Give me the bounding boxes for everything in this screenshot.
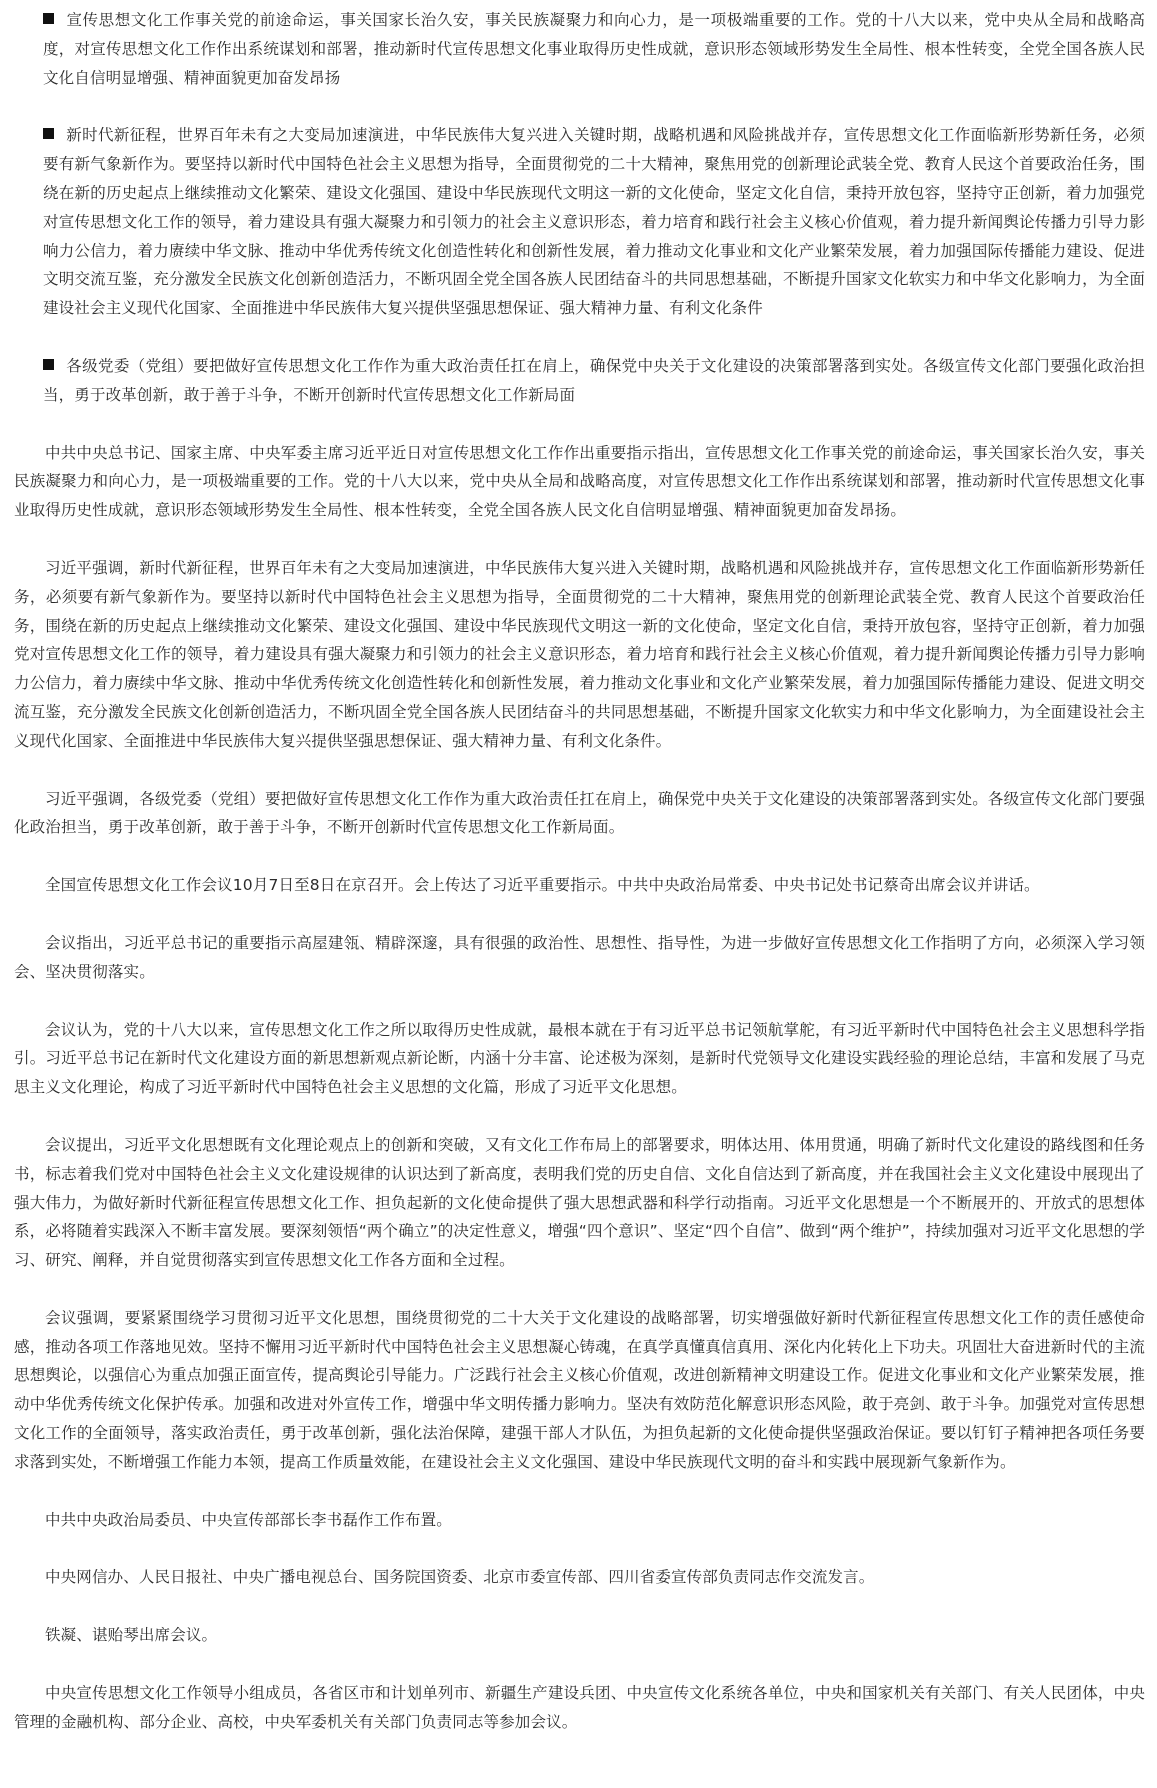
summary-text: 新时代新征程，世界百年未有之大变局加速演进，中华民族伟大复兴进入关键时期，战略机遇和风险挑战并存，宣传思想文化工作面临新形势新任务，必须要有新气象新作为。要坚持以新时代中国特色社会主义思想为指导，全面贯彻党的二十大精神，聚焦用党的创新理论武装全党、教育人民这个首要政治任务，围绕在新的历史起点上继续推动文化繁荣、建设文化强国、建设中华民族现代文明这一新的文化使命，坚定文化自信，秉持开放包容，坚持守正创新，着力加强党对宣传思想文化工作的领导，着力建设具有强大凝聚力和引领力的社会主义意识形态，着力培育和践行社会主义核心价值观，着力提升新闻舆论传播力引导力影响力公信力，着力赓续中华文脉、推动中华优秀传统文化创造性转化和创新性发展，着力推动文化事业和文化产业繁荣发展，着力加强国际传播能力建设、促进文明交流互鉴，充分激发全民族文化创新创造活力，不断巩固全党全国各族人民团结奋斗的共同思想基础，不断提升国家文化软实力和中华文化影响力，为全面建设社会主义现代化国家、全面推进中华民族伟大复兴提供坚强思想保证、强大精神力量、有利文化条件	[43, 126, 1145, 318]
summary-point-3	[14, 352, 1145, 410]
article-paragraph: 会议认为，党的十八大以来，宣传思想文化工作之所以取得历史性成就，最根本就在于有习近平总书记领航掌舵，有习近平新时代中国特色社会主义思想科学指引。习近平总书记在新时代文化建设方面的新思想新观点新论断，内涵十分丰富、论述极为深刻，是新时代党领导文化建设实践经验的理论总结，丰富和发展了马克思主义文化理论，构成了习近平新时代中国特色社会主义思想的文化篇，形成了习近平文化思想。	[14, 1020, 1145, 1097]
article-paragraph: 习近平强调，各级党委（党组）要把做好宣传思想文化工作作为重大政治责任扛在肩上，确保党中央关于文化建设的决策部署落到实处。各级宣传文化部门要强化政治担当，勇于改革创新，敢于善于斗争，不断开创新时代宣传思想文化工作新局面。	[14, 789, 1145, 837]
article-paragraph: 中共中央总书记、国家主席、中央军委主席习近平近日对宣传思想文化工作作出重要指示指出，宣传思想文化工作事关党的前途命运，事关国家长治久安，事关民族凝聚力和向心力，是一项极端重要的工作。党的十八大以来，党中央从全局和战略高度，对宣传思想文化工作作出系统谋划和部署，推动新时代宣传思想文化事业取得历史性成就，意识形态领域形势发生全局性、根本性转变，全党全国各族人民文化自信明显增强、精神面貌更加奋发昂扬。	[14, 443, 1145, 520]
article-paragraph: 中央网信办、人民日报社、中央广播电视总台、国务院国资委、北京市委宣传部、四川省委宣传部负责同志作交流发言。	[45, 1568, 875, 1587]
square-bullet-icon	[43, 128, 54, 139]
article-paragraph: 会议指出，习近平总书记的重要指示高屋建瓴、精辟深邃，具有很强的政治性、思想性、指导性，为进一步做好宣传思想文化工作指明了方向，必须深入学习领会、坚决贯彻落实。	[14, 933, 1145, 981]
article-paragraph: 会议提出，习近平文化思想既有文化理论观点上的创新和突破，又有文化工作布局上的部署要求，明体达用、体用贯通，明确了新时代文化建设的路线图和任务书，标志着我们党对中国特色社会主义文化建设规律的认识达到了新高度，表明我们党的历史自信、文化自信达到了新高度，并在我国社会主义文化建设中展现出了强大伟力，为做好新时代新征程宣传思想文化工作、担负起新的文化使命提供了强大思想武器和科学行动指南。习近平文化思想是一个不断展开的、开放式的思想体系，必将随着实践深入不断丰富发展。要深刻领悟“两个确立”的决定性意义，增强“四个意识”、坚定“四个自信”、做到“两个维护”，持续加强对习近平文化思想的学习、研究、阐释，并自觉贯彻落实到宣传思想文化工作各方面和全过程。	[14, 1135, 1145, 1270]
summary-point-2	[14, 121, 1145, 323]
square-bullet-icon	[43, 13, 54, 24]
article-paragraph: 中央宣传思想文化工作领导小组成员，各省区市和计划单列市、新疆生产建设兵团、中央宣传文化系统各单位，中央和国家机关有关部门、有关人民团体，中央管理的金融机构、部分企业、高校，中央军委机关有关部门负责同志等参加会议。	[14, 1684, 1145, 1731]
summary-point-1	[14, 6, 1145, 92]
summary-text: 各级党委（党组）要把做好宣传思想文化工作作为重大政治责任扛在肩上，确保党中央关于文化建设的决策部署落到实处。各级宣传文化部门要强化政治担当，勇于改革创新，敢于善于斗争，不断开创新时代宣传思想文化工作新局面	[43, 356, 1145, 404]
article-paragraph: 铁凝、谌贻琴出席会议。	[45, 1626, 218, 1645]
article-paragraph: 中共中央政治局委员、中央宣传部部长李书磊作工作布置。	[45, 1510, 452, 1529]
summary-text: 宣传思想文化工作事关党的前途命运，事关国家长治久安，事关民族凝聚力和向心力，是一项极端重要的工作。党的十八大以来，党中央从全局和战略高度，对宣传思想文化工作作出系统谋划和部署，推动新时代宣传思想文化事业取得历史性成就，意识形态领域形势发生全局性、根本性转变，全党全国各族人民文化自信明显增强、精神面貌更加奋发昂扬	[43, 11, 1145, 87]
article-paragraph: 全国宣传思想文化工作会议10月7日至8日在京召开。会上传达了习近平重要指示。中共中央政治局常委、中央书记处书记蔡奇出席会议并讲话。	[45, 876, 1040, 895]
square-bullet-icon	[43, 359, 54, 370]
article-paragraph: 会议强调，要紧紧围绕学习贯彻习近平文化思想，围绕贯彻党的二十大关于文化建设的战略部署，切实增强做好新时代新征程宣传思想文化工作的责任感使命感，推动各项工作落地见效。坚持不懈用习近平新时代中国特色社会主义思想凝心铸魂，在真学真懂真信真用、深化内化转化上下功夫。巩固壮大奋进新时代的主流思想舆论，以强信心为重点加强正面宣传，提高舆论引导能力。广泛践行社会主义核心价值观，改进创新精神文明建设工作。促进文化事业和文化产业繁荣发展，推动中华优秀传统文化保护传承。加强和改进对外宣传工作，增强中华文明传播力影响力。坚决有效防范化解意识形态风险，敢于亮剑、敢于斗争。加强党对宣传思想文化工作的全面领导，落实政治责任，勇于改革创新，强化法治保障，建强干部人才队伍，为担负起新的文化使命提供坚强政治保证。要以钉钉子精神把各项任务要求落到实处，不断增强工作能力本领，提高工作质量效能，在建设社会主义文化强国、建设中华民族现代文明的奋斗和实践中展现新气象新作为。	[14, 1308, 1145, 1471]
article-paragraph: 习近平强调，新时代新征程，世界百年未有之大变局加速演进，中华民族伟大复兴进入关键时期，战略机遇和风险挑战并存，宣传思想文化工作面临新形势新任务，必须要有新气象新作为。要坚持以新时代中国特色社会主义思想为指导，全面贯彻党的二十大精神，聚焦用党的创新理论武装全党、教育人民这个首要政治任务，围绕在新的历史起点上继续推动文化繁荣、建设文化强国、建设中华民族现代文明这一新的文化使命，坚定文化自信，秉持开放包容，坚持守正创新，着力加强党对宣传思想文化工作的领导，着力建设具有强大凝聚力和引领力的社会主义意识形态，着力培育和践行社会主义核心价值观，着力提升新闻舆论传播力引导力影响力公信力，着力赓续中华文脉、推动中华优秀传统文化创造性转化和创新性发展，着力推动文化事业和文化产业繁荣发展，着力加强国际传播能力建设、促进文明交流互鉴，充分激发全民族文化创新创造活力，不断巩固全党全国各族人民团结奋斗的共同思想基础，不断提升国家文化软实力和中华文化影响力，为全面建设社会主义现代化国家、全面推进中华民族伟大复兴提供坚强思想保证、强大精神力量、有利文化条件。	[14, 558, 1145, 750]
